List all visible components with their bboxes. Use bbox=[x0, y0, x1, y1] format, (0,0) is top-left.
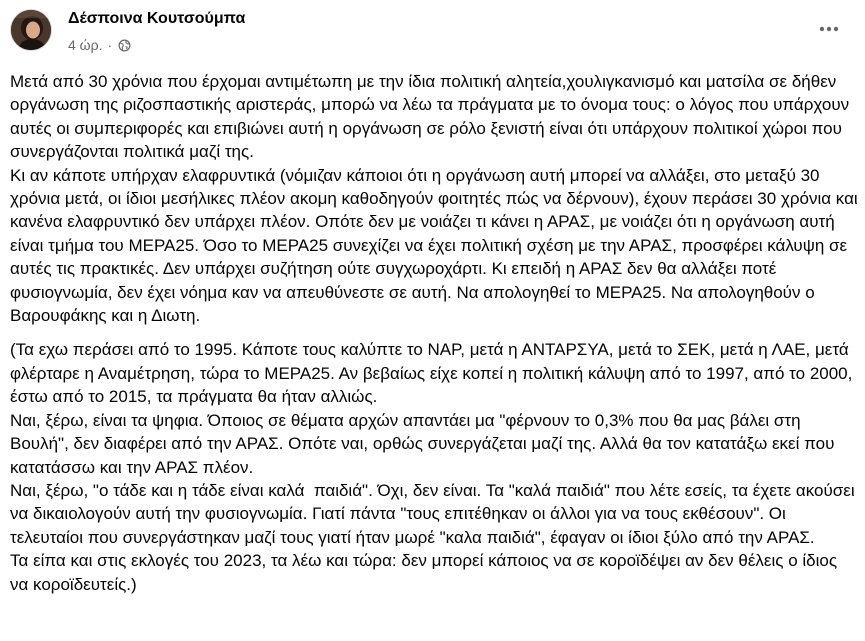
post-header bbox=[0, 0, 865, 60]
post-paragraph: Μετά από 30 χρόνια που έρχομαι αντιμέτωπη με την ίδια πολιτική αλητεία,χουλιγκανισμό και ματσίλα σε δήθεν οργάνωση της ριζοσπαστικής αριστεράς, μπορώ να λέω τα πράγματα με το όνομα τους: ο λόγος που υπάρχουν αυτές οι συμπεριφορές και επιβιώνει αυτή η οργάνωση σε ρόλο ξενιστή είναι ότι υπάρχουν πολιτικοί χώροι που συνεργάζονται πολιτικά μαζί της. Κι αν κάποτε υπήρχαν ελαφρυντικά (νόμιζαν κάποιοι ότι η οργάνωση αυτή μπορεί να αλλάξει, στο μεταξύ 30 χρόνια μετά, οι ίδιοι μεσήλικες πλέον ακομη καθοδηγούν φοιτητές πώς να δέρνουν), έχουν περάσει 30 χρόνια και κανένα ελαφρυντικό δεν υπάρχει πλέον. Οπότε δεν με νοιάζει τι κάνει η ΑΡΑΣ, με νοιάζει ότι η οργάνωση αυτή είναι τμήμα του ΜΕΡΑ25. Όσο το ΜΕΡΑ25 συνεχίζει να έχει πολιτική σχέση με την ΑΡΑΣ, προσφέρει κάλυψη σε αυτές τις πρακτικές. Δεν υπάρχει συζήτηση ούτε συγχωροχάρτι. Κι επειδή η ΑΡΑΣ δεν θα αλλάξει ποτέ φυσιογνωμία, δεν έχει νόημα καν να απευθύνεστε σε αυτή. Να απολογηθεί το ΜΕΡΑ25. Να απολογηθούν ο Βαρουφάκης και η Διωτη. bbox=[10, 72, 858, 326]
meta-separator: · bbox=[107, 37, 113, 53]
more-options-icon[interactable] bbox=[817, 20, 841, 38]
post-timestamp[interactable]: 4 ώρ. bbox=[68, 37, 103, 53]
post-meta bbox=[68, 36, 131, 54]
avatar-portrait bbox=[11, 10, 52, 51]
post-body bbox=[10, 70, 858, 596]
post-paragraph: (Τα εχω περάσει από το 1995. Κάποτε τους καλύπτε το ΝΑΡ, μετά η ΑΝΤΑΡΣΥΑ, μετά το ΣΕΚ, μετά η ΛΑΕ, μετά φλέρταρε η Αναμέτρηση, τώρα το ΜΕΡΑ25. Αν βεβαίως είχε κοπεί η πολιτική κάλυψη από το 1997, από το 2000, έστω από το 2015, τα πράγματα θα ήταν αλλιώς. Ναι, ξέρω, είναι τα ψηφια. Όποιος σε θέματα αρχών απαντάει μα "φέρνουν το 0,3% που θα μας βάλει στη Βουλή", δεν διαφέρει από την ΑΡΑΣ. Οπότε ναι, ορθώς συνεργάζεται μαζί της. Αλλά θα τον κατατάξω εκεί που κατατάσσω και την ΑΡΑΣ πλέον. Ναι, ξέρω, "ο τάδε και η τάδε είναι καλά παιδιά". Όχι, δεν είναι. Τα "καλά παιδιά" που λέτε εσείς, τα έχετε ακούσει να δικαιολογούν αυτή την φυσιογνωμία. Γιατί πάντα "τους επιτέθηκαν οι άλλοι για να τους εκθέσουν". Οι τελευταίοι που συνεργάστηκαν μαζί τους γιατί ήταν μωρέ "καλα παιδιά", έφαγαν οι ίδιοι ξύλο από την ΑΡΑΣ. Τα είπα και στις εκλογές του 2023, τα λέω και τώρα: δεν μπορεί κάποιος να σε κοροϊδέψει αν δεν θέλεις ο ίδιος να κοροϊδευτείς.) bbox=[10, 340, 855, 594]
avatar[interactable] bbox=[10, 9, 52, 51]
globe-icon[interactable] bbox=[118, 39, 131, 52]
paragraph-spacer bbox=[10, 327, 858, 338]
author-name[interactable]: Δέσποινα Κουτσούμπα bbox=[68, 10, 246, 27]
